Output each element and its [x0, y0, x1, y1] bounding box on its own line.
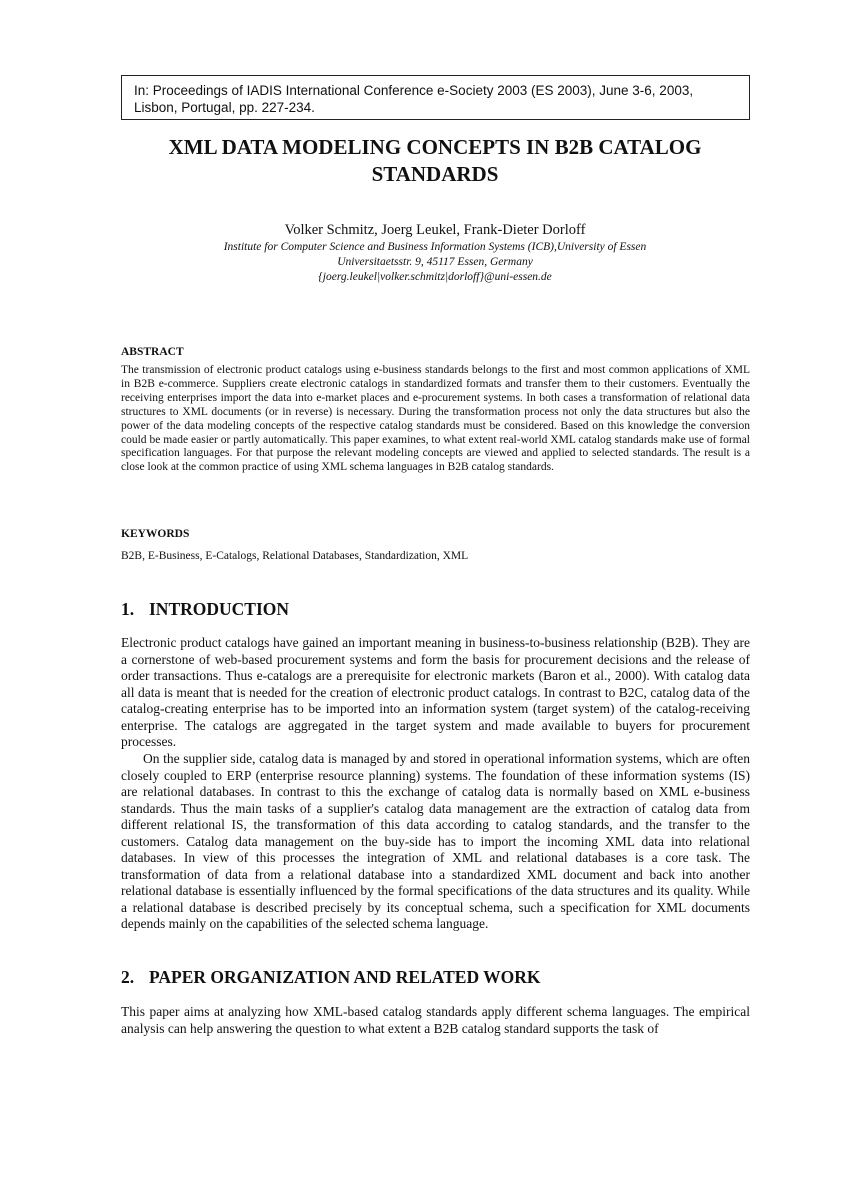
- intro-paragraph-2: On the supplier side, catalog data is managed by and stored in operational information systems, which are often closely coupled to ERP (enterprise resource planning) systems. The foundation of these information systems (IS) are relational databases. In contrast to this the exchange of catalog data is normally based on XML e-business standards. Thus the main tasks of a supplier's catalog data management are the extraction of catalog data from different relational IS, the transformation of this data according to catalog standards, and the transfer to the customers. Catalog data management on the buy-side has to import the incoming XML data into relational databases. In view of this processes the integration of XML and relational databases is a core task. The transformation of data from a relational database into a standardized XML document and back into another relational database is essentially influenced by the formal specifications of the data structures and its quality. While a relational database is described precisely by its conceptual schema, such a specification for XML documents depends mainly on the capabilities of the selected schema language.: [121, 751, 750, 931]
- citation-box: [121, 75, 750, 120]
- affiliation-email: {joerg.leukel|volker.schmitz|dorloff}@uni-essen.de: [318, 271, 552, 283]
- section-heading-introduction: [121, 598, 289, 620]
- organization-paragraph-1: This paper aims at analyzing how XML-based catalog standards apply different schema languages. The empirical analysis can help answering the question to what extent a B2B catalog standard supports the task of: [121, 1004, 750, 1036]
- abstract-heading: ABSTRACT: [121, 346, 184, 358]
- paper-title: [100, 134, 770, 188]
- section-title: PAPER ORGANIZATION AND RELATED WORK: [149, 967, 541, 987]
- abstract-text: The transmission of electronic product catalogs using e-business standards belongs to the first and most common applications of XML in B2B e-commerce. Suppliers create electronic catalogs in standardized formats and transfer them to their customers. Eventually the receiving enterprises import the data into e-market places and e-procurement systems. In both cases a transformation of relational data structures to XML documents (or in reverse) is necessary. During the transformation process not only the data structures but also the power of the data modeling concepts of the respective catalog standards must be considered. Based on this knowledge the conversion could be made easier or partly automatically. This paper examines, to what extent real-world XML catalog standards make use of formal specification languages. For that purpose the relevant modeling concepts are viewed and applied to selected standards. The result is a close look at the common practice of using XML schema languages in B2B catalog standards.: [121, 364, 750, 474]
- title-line-2: STANDARDS: [371, 162, 499, 186]
- affiliation-institute: Institute for Computer Science and Business Information Systems (ICB),University of Essen: [223, 241, 647, 253]
- keywords-text: B2B, E-Business, E-Catalogs, Relational Databases, Standardization, XML: [121, 550, 469, 562]
- section-title: INTRODUCTION: [149, 599, 290, 619]
- section-heading-organization: [121, 966, 541, 988]
- author-list: Volker Schmitz, Joerg Leukel, Frank-Dieter Dorloff: [284, 222, 586, 238]
- intro-paragraph-1: Electronic product catalogs have gained an important meaning in business-to-business relationship (B2B). They are a cornerstone of web-based procurement systems and form the basis for procurement decisions and the release of order transactions. Thus e-catalogs are a prerequisite for electronic markets (Baron et al., 2000). With catalog data all data is meant that is needed for the creation of electronic product catalogs. In contrast to B2C, catalog data of the catalog-creating enterprise has to be imported into an information system (target system) of the catalog-receiving enterprise. The catalogs are aggregated in the target system and made available to buyers for procurement processes.: [121, 635, 750, 749]
- title-line-1: XML DATA MODELING CONCEPTS IN B2B CATALOG: [168, 135, 702, 159]
- citation-text: In: Proceedings of IADIS International Conference e-Society 2003 (ES 2003), June 3-6, 2003, Lisbon, Portugal, pp. 227-234.: [134, 83, 694, 115]
- section-number: 2.: [121, 967, 135, 987]
- keywords-heading: KEYWORDS: [121, 528, 190, 540]
- affiliation-address: Universitaetsstr. 9, 45117 Essen, Germany: [337, 256, 533, 268]
- section-number: 1.: [121, 599, 135, 619]
